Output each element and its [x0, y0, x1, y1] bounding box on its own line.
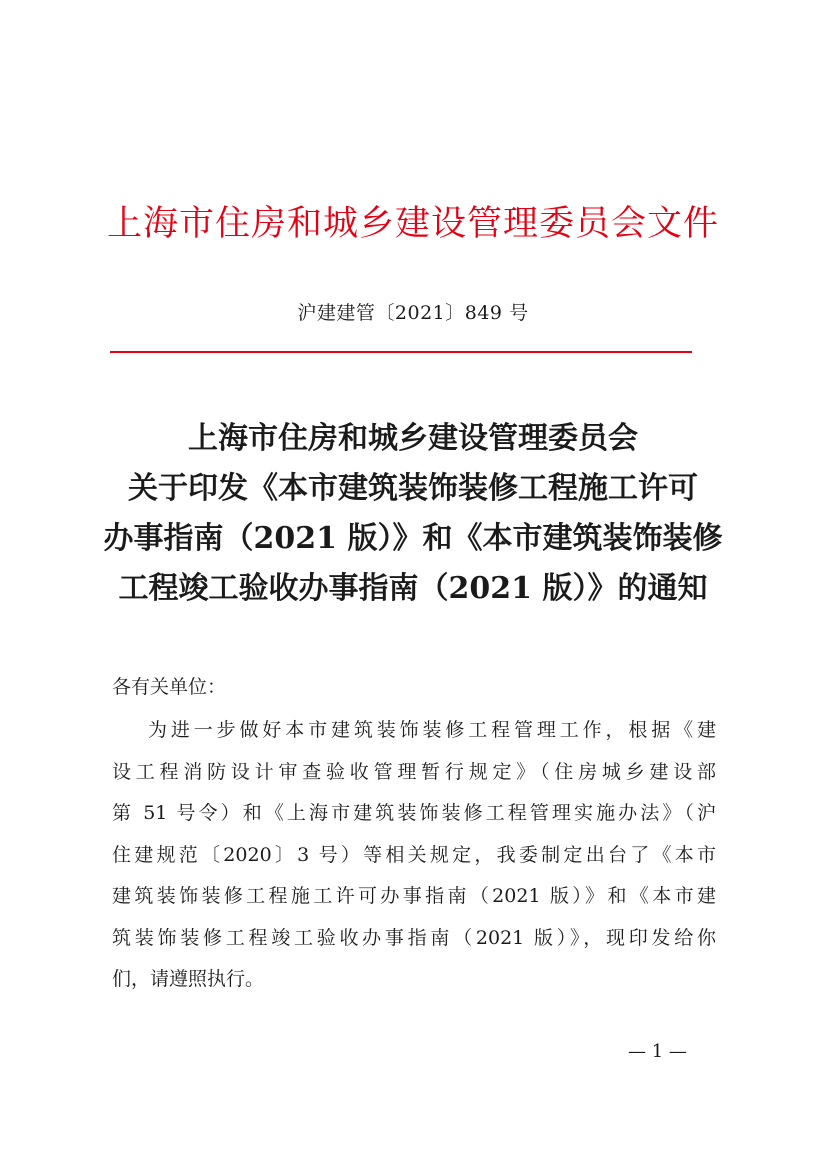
salutation: 各有关单位：	[112, 676, 227, 698]
body-line: 们，请遵照执行。	[112, 968, 265, 990]
body-line: 设工程消防设计审查验收管理暂行规定》（住房城乡建设部	[112, 760, 716, 783]
body-line: 建筑装饰装修工程施工许可办事指南（2021 版）》和《本市建	[112, 885, 716, 907]
title-line: 办事指南（2021 版）》和《本市建筑装饰装修	[103, 521, 723, 556]
title-line: 工程竣工验收办事指南（2021 版）》的通知	[118, 571, 708, 606]
title-line: 关于印发《本市建筑装饰装修工程施工许可	[128, 471, 698, 506]
body-line: 筑装饰装修工程竣工验收办事指南（2021 版）》，现印发给你	[112, 926, 716, 949]
body-line: 为进一步做好本市建筑装饰装修工程管理工作，根据《建	[148, 719, 716, 741]
body-line: 第 51 号令）和《上海市建筑装饰装修工程管理实施办法》（沪	[112, 802, 716, 824]
notice-title	[80, 414, 746, 614]
title-line: 上海市住房和城乡建设管理委员会	[188, 421, 638, 456]
red-divider-line	[110, 351, 692, 353]
document-masthead: 上海市住房和城乡建设管理委员会文件	[106, 204, 719, 244]
body-line: 住建规范〔2020〕3 号）等相关规定，我委制定出台了《本市	[112, 843, 716, 866]
body-paragraph	[112, 710, 716, 1001]
page-number: — 1 —	[628, 1041, 687, 1062]
document-number: 沪建建管〔2021〕849 号	[297, 302, 529, 324]
